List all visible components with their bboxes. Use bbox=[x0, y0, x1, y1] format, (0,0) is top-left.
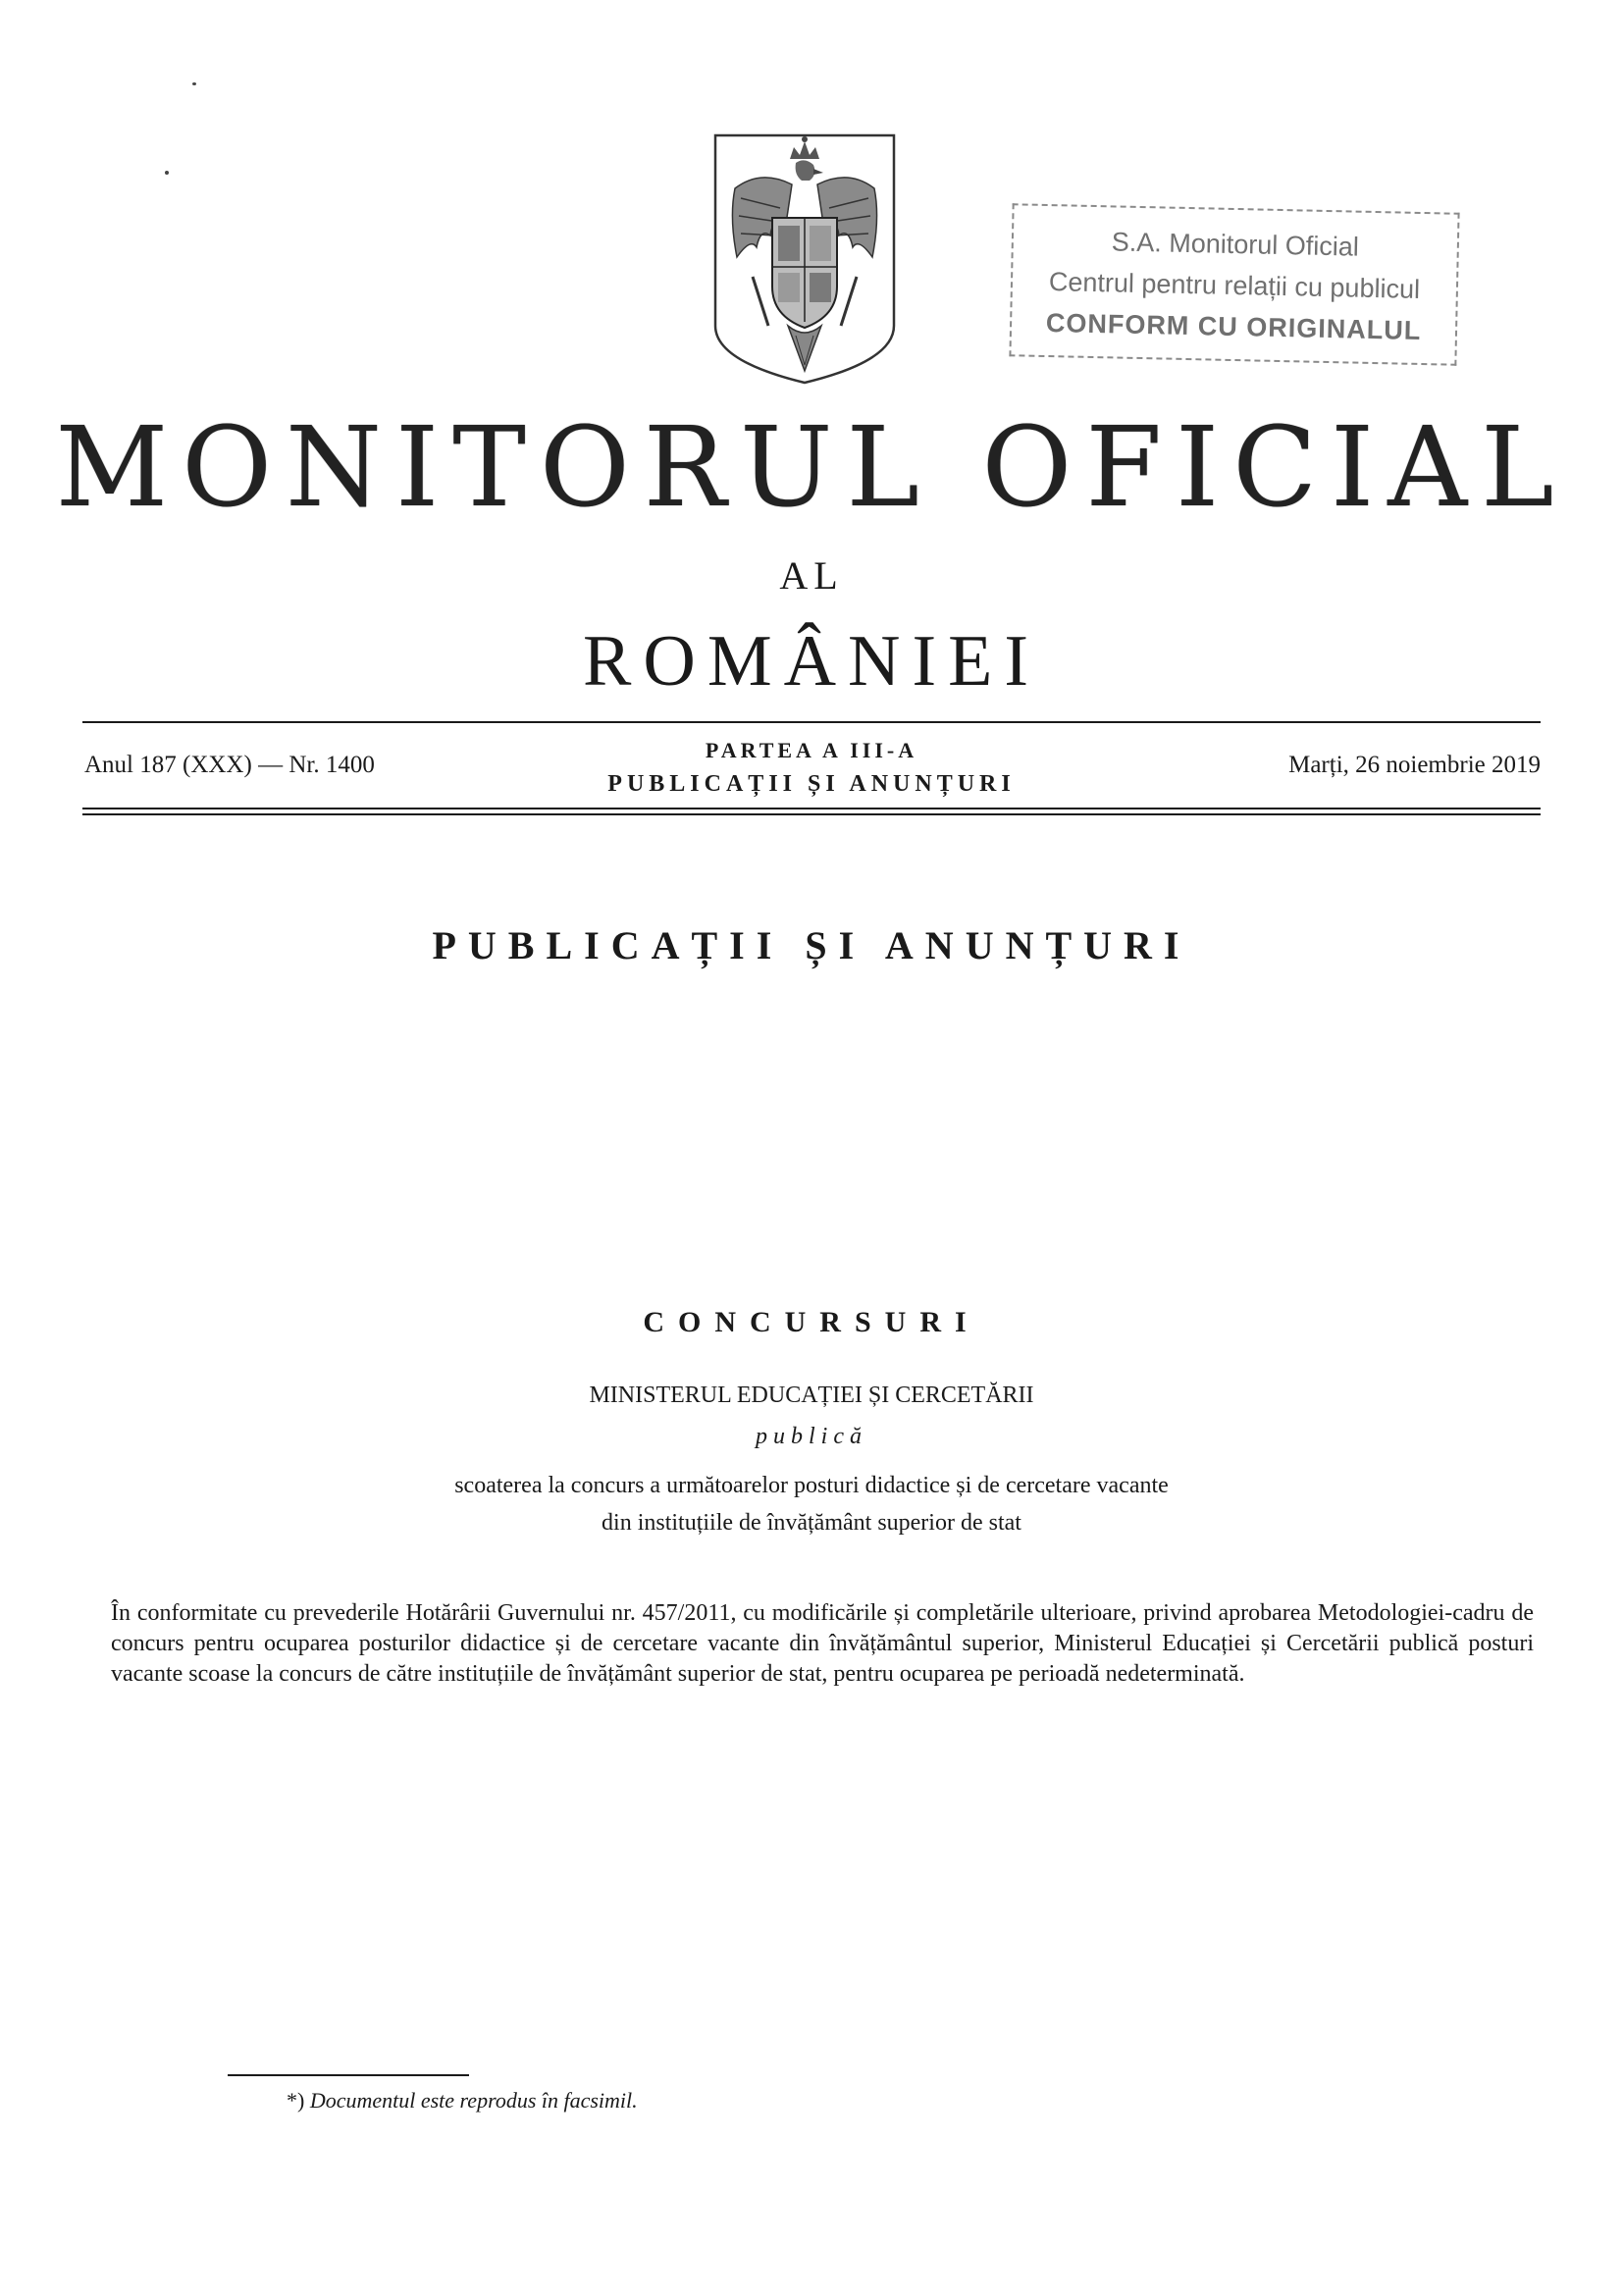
announcement-line-1: scoaterea la concurs a următoarelor posturi didactice și de cercetare vacante bbox=[454, 1473, 1169, 1498]
announcement-line-2: din instituțiile de învățământ superior de stat bbox=[602, 1510, 1021, 1536]
body-paragraph: În conformitate cu prevederile Hotărârii Guvernului nr. 457/2011, cu modificările și completările ulterioare, privind aprobarea Metodologiei-cadru de concurs pentru ocuparea posturilor didactice și de cercetare vacante din învățământul superior, Ministerul Educației și Cercetării publică posturi vacante scoase la concurs de către instituțiile de învățământ superior de stat, pentru ocuparea pe perioadă nedeterminată. bbox=[111, 1600, 1534, 1687]
header-rule-bottom bbox=[82, 813, 1541, 815]
scan-speck bbox=[165, 171, 169, 175]
conformity-stamp bbox=[1009, 203, 1459, 366]
footnote-mark: *) bbox=[287, 2088, 305, 2113]
publica-word: publică bbox=[756, 1424, 867, 1449]
section-title: PUBLICAȚII ȘI ANUNȚURI bbox=[432, 923, 1191, 967]
footnote-text: Documentul este reprodus în facsimil. bbox=[309, 2088, 638, 2113]
part-label: PARTEA A III-A bbox=[705, 738, 918, 762]
issue-number: Anul 187 (XXX) — Nr. 1400 bbox=[84, 752, 375, 778]
scan-speck bbox=[192, 82, 196, 85]
stamp-line-3: CONFORM CU ORIGINALUL bbox=[1045, 307, 1422, 345]
stamp-line-2: Centrul pentru relații cu publicul bbox=[1048, 267, 1421, 304]
ministry-name: MINISTERUL EDUCAȚIEI ȘI CERCETĂRII bbox=[589, 1383, 1034, 1408]
footnote-rule bbox=[228, 2074, 469, 2076]
stamp-line-1: S.A. Monitorul Oficial bbox=[1111, 227, 1360, 262]
coat-of-arms-icon bbox=[711, 130, 898, 387]
header-rule-bottom bbox=[82, 808, 1541, 809]
header-rule-top bbox=[82, 721, 1541, 723]
masthead-country: ROMÂNIEI bbox=[583, 621, 1040, 702]
masthead-title: MONITORUL OFICIAL bbox=[55, 404, 1568, 532]
masthead-al: AL bbox=[779, 553, 844, 598]
footnote bbox=[287, 2088, 638, 2113]
concursuri-heading: CONCURSURI bbox=[643, 1306, 980, 1338]
issue-date: Marți, 26 noiembrie 2019 bbox=[1288, 752, 1541, 778]
part-subtitle: PUBLICAȚII ȘI ANUNȚURI bbox=[607, 771, 1016, 797]
